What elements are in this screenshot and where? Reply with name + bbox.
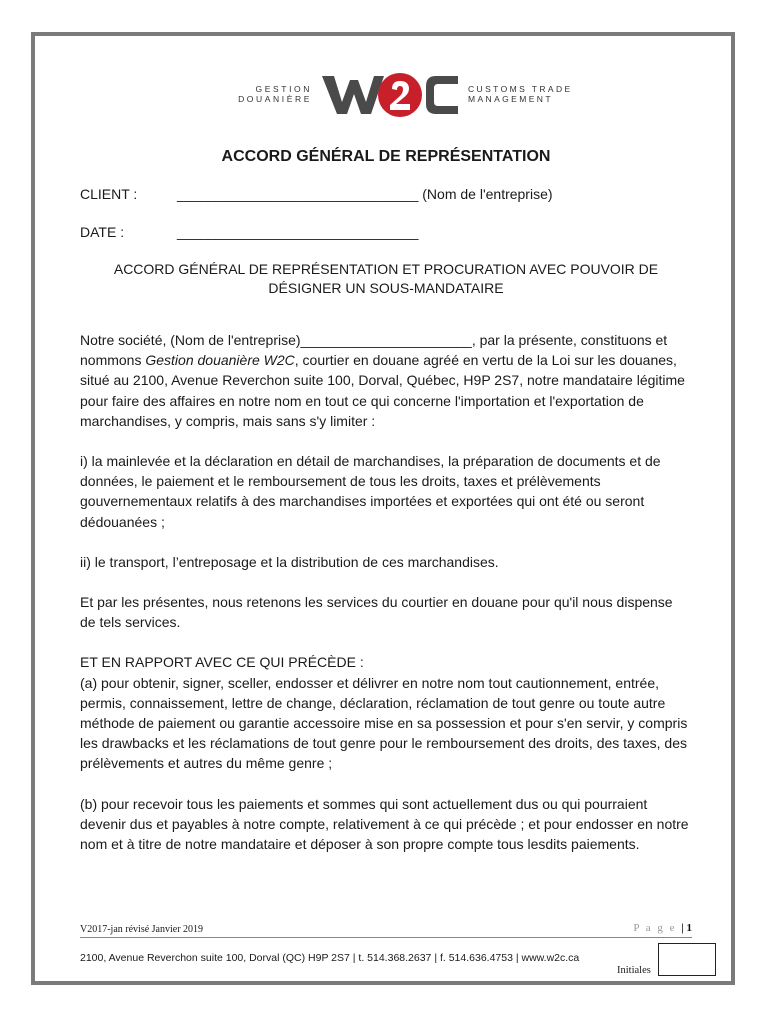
logo-right-text [468,84,578,104]
page-label: P a g e [633,922,677,934]
logo-mark-text: W2C [400,122,403,123]
logo-left-text [230,84,312,104]
document-body [80,330,692,874]
paragraph-2: i) la mainlevée et la déclaration en détail de marchandises, la préparation de documents et de données, le paiement et le remboursement de tous les droits, taxes et prélèvements gouvernementaux relatifs à des marchandises importées et exportées qui ont été ou seront dédouanées ; [80,453,661,530]
document-title: ACCORD GÉNÉRAL DE REPRÉSENTATION [221,148,551,165]
version-note: V2017-jan révisé Janvier 2019 [80,924,204,935]
client-row [80,186,553,202]
paragraph-5-heading: ET EN RAPPORT AVEC CE QUI PRÉCÈDE : [80,654,364,671]
logo-gestion: GESTION [255,84,312,94]
paragraph-3: ii) le transport, l’entreposage et la distribution de ces marchandises. [80,553,499,570]
client-label: CLIENT : [80,186,138,202]
initials-label: Initiales [617,965,651,976]
logo-customs-trade: CUSTOMS TRADE [468,84,573,94]
footer-address: 2100, Avenue Reverchon suite 100, Dorval (QC) H9P 2S7 | t. 514.368.2637 | f. 514.636.4753 | www.w2c.ca [80,952,580,964]
date-field[interactable]: _______________________________ [177,224,419,240]
footer-divider [80,937,692,938]
w2c-logo [230,64,573,124]
initials-box[interactable] [658,943,716,976]
document-subtitle: ACCORD GÉNÉRAL DE REPRÉSENTATION ET PROCURATION AVEC POUVOIR DE DÉSIGNER UN SOUS-MANDATAIRE [113,261,659,296]
mandatary-name: Gestion douanière W2C [145,352,295,369]
client-field[interactable]: _______________________________ (Nom de l'entreprise) [177,186,553,202]
date-row [80,224,418,240]
paragraph-6: (b) pour recevoir tous les paiements et sommes qui sont actuellement dus ou qui pourraient devenir dus et payables à notre compte, relativement à ce qui précède ; et pour endosser en notre nom et à titre de notre mandataire et déposer à son propre compte tous lesdits paiements. [80,795,689,853]
w2c-logo-mark-icon [318,64,462,124]
logo-management: MANAGEMENT [468,94,553,104]
logo-douaniere: DOUANIÈRE [238,94,312,104]
page-number-value: | 1 [681,922,692,934]
paragraph-4: Et par les présentes, nous retenons les services du courtier en douane pour qu'il nous dispense de tels services. [80,594,673,631]
date-label: DATE : [80,224,125,240]
paragraph-5: (a) pour obtenir, signer, sceller, endosser et délivrer en notre nom tout cautionnement, entrée, permis, connaissement, lettre de change, déclaration, réclamation de tout genre ou toute autre méthode de paiement ou garantie accessoire mise en sa possession et pour s'en servir, y compris les drawbacks et les réclamations de tout genre pour le remboursement des droits, des taxes, des prélèvements et autres du même genre ; [80,674,688,772]
paragraph-1: Notre société, (Nom de l'entreprise)______________________, par la présente, constituons et nommons Gestion douanière W2C, courtier en douane agréé en vertu de la Loi sur les douanes, situé au 2100, Avenue Reverchon suite 100, Dorval, Québec, H9P 2S7, notre mandataire légitime pour faire des affaires en notre nom en tout ce qui concerne l'importation et l'exportation de marchandises, y compris, mais sans s'y limiter : [80,332,685,429]
page-number [633,922,692,934]
